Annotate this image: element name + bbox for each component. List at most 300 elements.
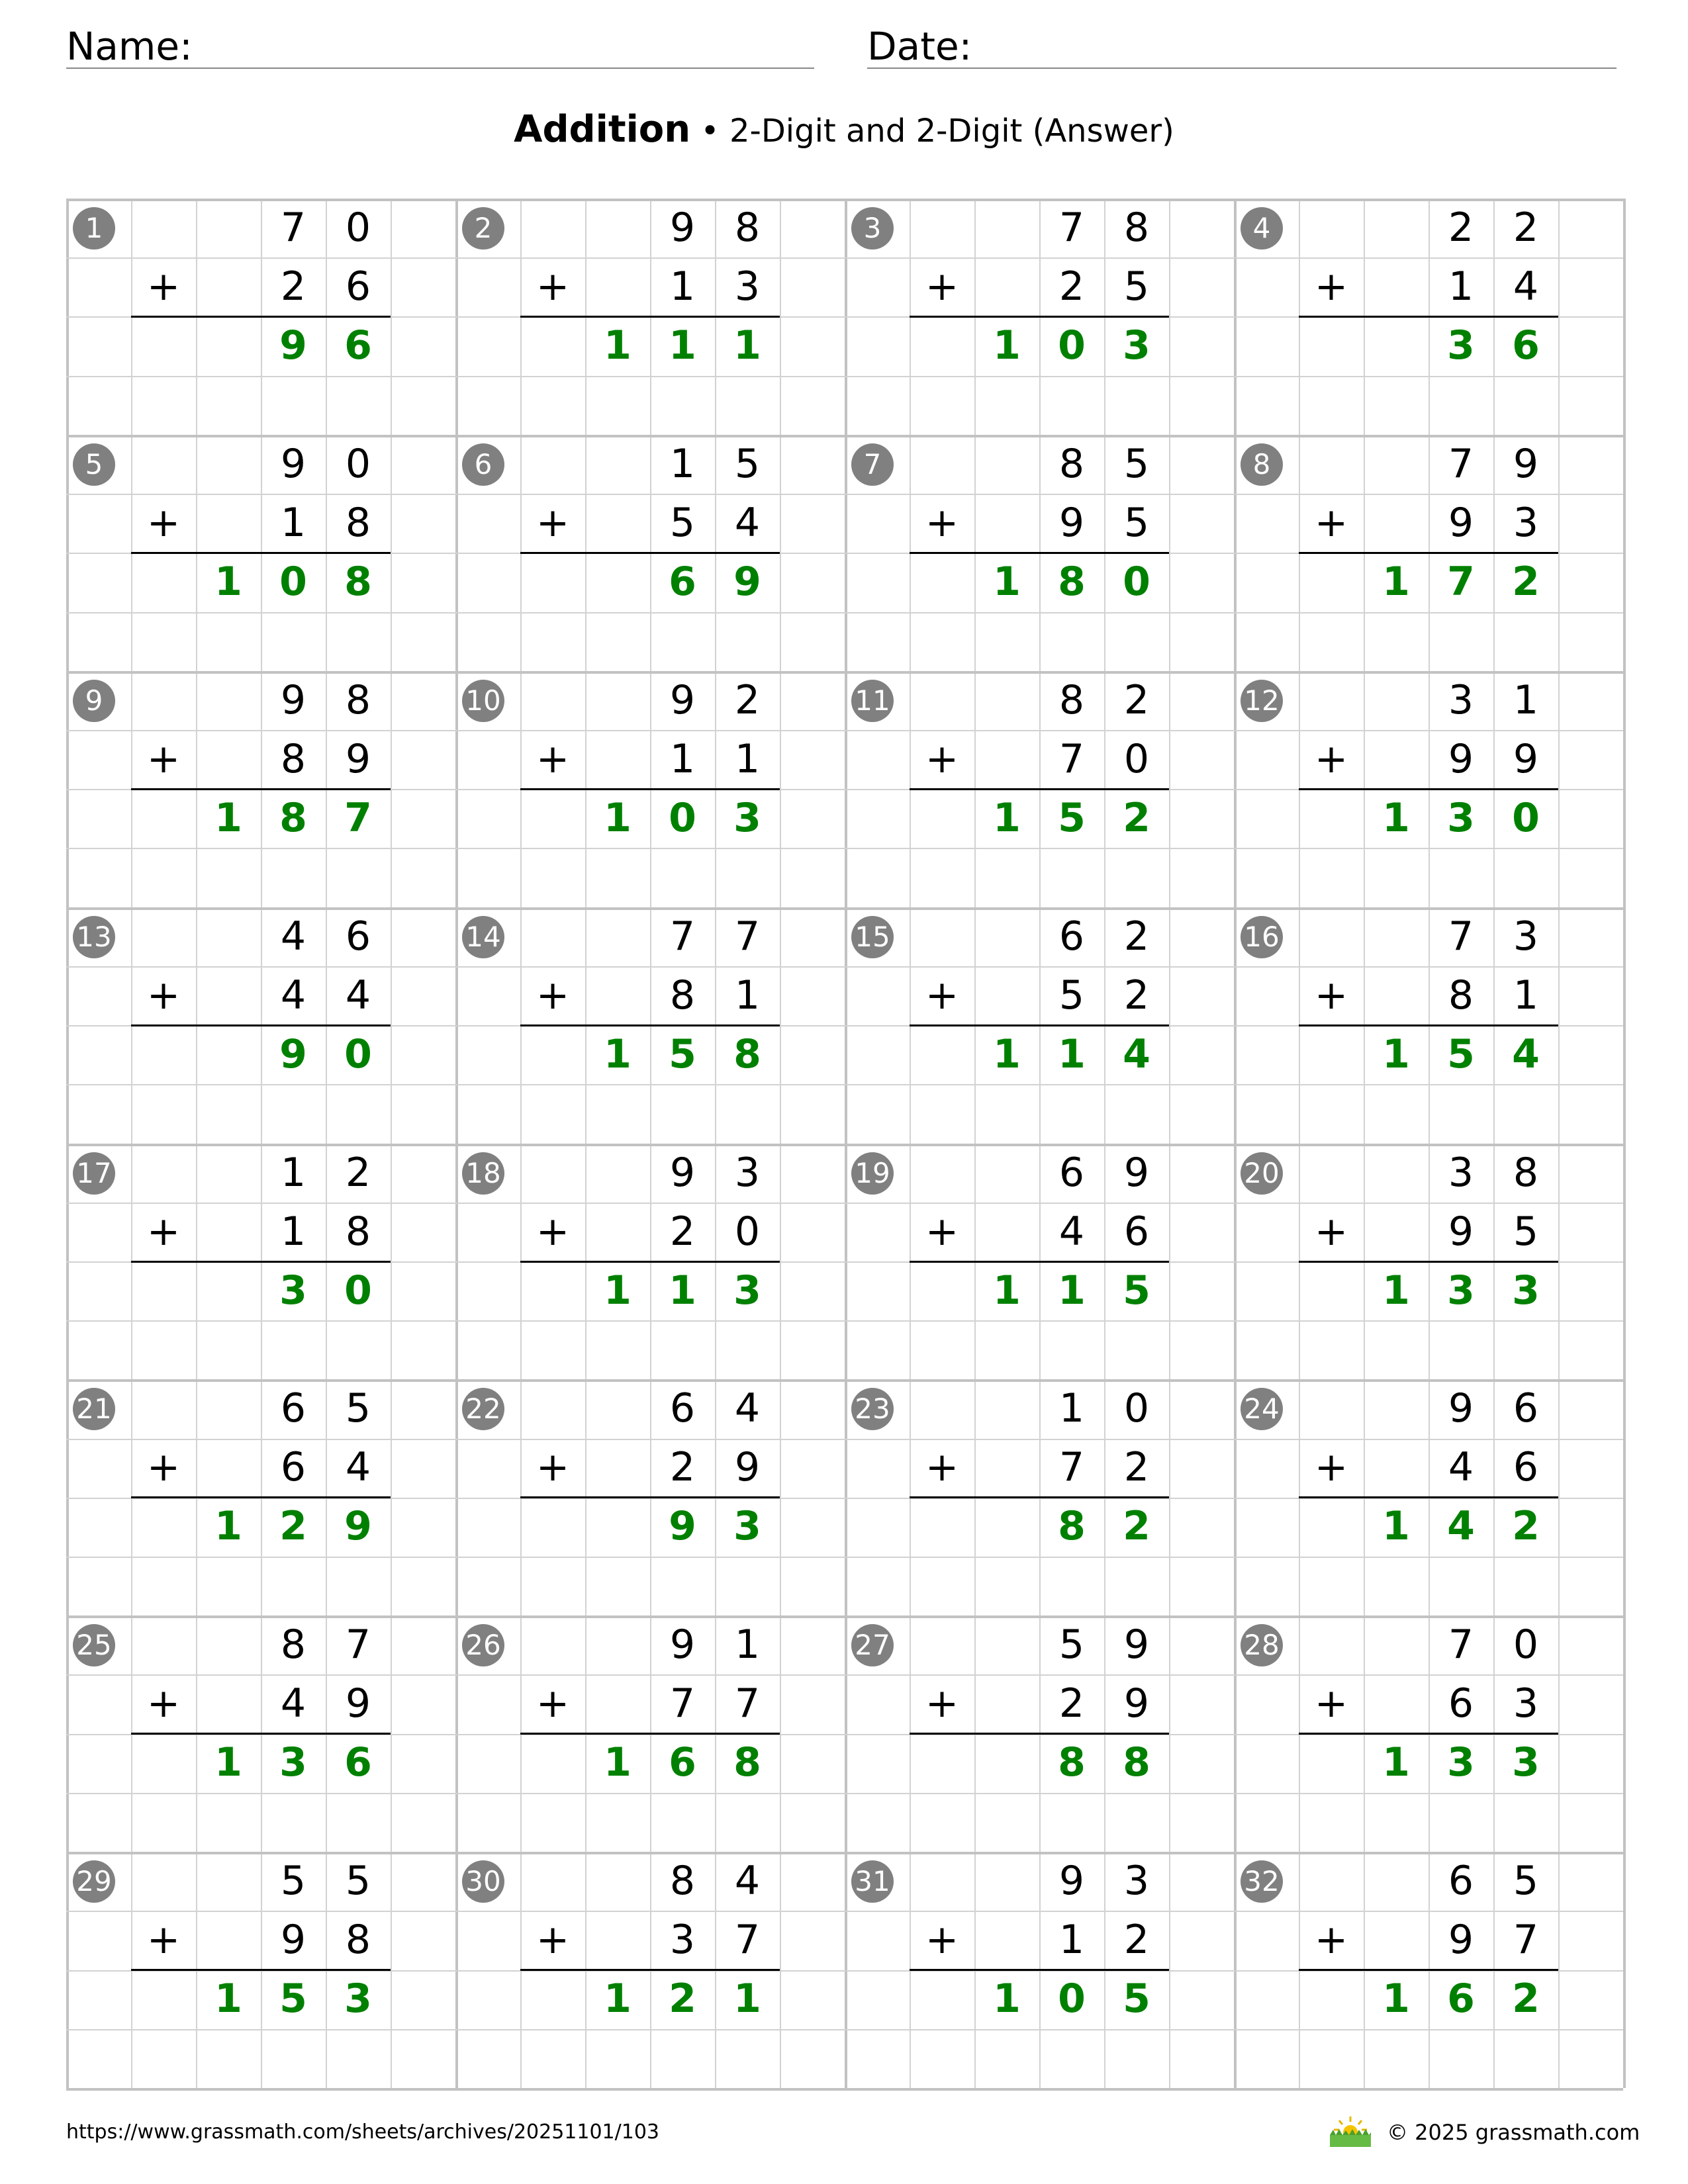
addend-top-digit: 9 bbox=[1058, 1858, 1085, 1904]
plus-sign: + bbox=[536, 263, 570, 310]
addend-top-digit: 9 bbox=[669, 677, 696, 723]
answer-digit: 2 bbox=[1123, 795, 1150, 841]
problem-23 bbox=[845, 1379, 1234, 1615]
addend-top-digit: 8 bbox=[1058, 441, 1085, 487]
plus-sign: + bbox=[536, 972, 570, 1019]
answer-digit: 1 bbox=[604, 1267, 632, 1314]
addend-top-digit: 2 bbox=[1123, 913, 1150, 960]
problem-number-badge: 31 bbox=[851, 1860, 894, 1903]
grid-line-horizontal bbox=[66, 2088, 1623, 2091]
addend-bottom-digit: 1 bbox=[669, 736, 696, 782]
addend-top-digit: 3 bbox=[1448, 1150, 1474, 1196]
problem-9 bbox=[66, 671, 455, 907]
problem-number-badge: 30 bbox=[462, 1860, 504, 1903]
answer-digit: 1 bbox=[604, 1976, 632, 2022]
addend-top-digit: 2 bbox=[345, 1150, 371, 1196]
plus-sign: + bbox=[925, 1444, 959, 1490]
answer-digit: 4 bbox=[1447, 1503, 1475, 1549]
problem-29 bbox=[66, 1852, 455, 2087]
addend-bottom-digit: 1 bbox=[280, 500, 306, 546]
answer-digit: 1 bbox=[214, 1739, 242, 1786]
addend-bottom-digit: 9 bbox=[1513, 736, 1539, 782]
problem-number-badge: 14 bbox=[462, 916, 504, 958]
addend-bottom-digit: 0 bbox=[734, 1208, 761, 1255]
problem-15 bbox=[845, 907, 1234, 1143]
answer-digit: 1 bbox=[669, 1267, 696, 1314]
addend-top-digit: 8 bbox=[669, 1858, 696, 1904]
addend-top-digit: 4 bbox=[280, 913, 306, 960]
answer-digit: 2 bbox=[1512, 1503, 1540, 1549]
answer-digit: 1 bbox=[1382, 1739, 1410, 1786]
addend-bottom-digit: 5 bbox=[1513, 1208, 1539, 1255]
addend-top-digit: 1 bbox=[669, 441, 696, 487]
problem-number-badge: 15 bbox=[851, 916, 894, 958]
answer-digit: 5 bbox=[1447, 1031, 1475, 1077]
answer-digit: 1 bbox=[604, 322, 632, 369]
addend-bottom-digit: 5 bbox=[1123, 500, 1150, 546]
problem-12 bbox=[1234, 671, 1623, 907]
addend-top-digit: 7 bbox=[280, 205, 306, 251]
addend-top-digit: 9 bbox=[1513, 441, 1539, 487]
answer-digit: 2 bbox=[279, 1503, 307, 1549]
answer-digit: 1 bbox=[604, 1031, 632, 1077]
answer-digit: 5 bbox=[1123, 1267, 1150, 1314]
addend-top-digit: 1 bbox=[734, 1621, 761, 1668]
answer-digit: 0 bbox=[669, 795, 696, 841]
title-main: Addition bbox=[514, 108, 691, 151]
answer-digit: 2 bbox=[1123, 1503, 1150, 1549]
addend-bottom-digit: 7 bbox=[1513, 1917, 1539, 1963]
answer-digit: 1 bbox=[733, 1976, 761, 2022]
problem-28 bbox=[1234, 1615, 1623, 1851]
problem-11 bbox=[845, 671, 1234, 907]
problem-2 bbox=[455, 199, 845, 434]
problem-number-badge: 27 bbox=[851, 1624, 894, 1666]
answer-digit: 1 bbox=[993, 795, 1021, 841]
addend-bottom-digit: 4 bbox=[734, 500, 761, 546]
addend-bottom-digit: 2 bbox=[1058, 263, 1085, 310]
answer-digit: 3 bbox=[1447, 795, 1475, 841]
addend-top-digit: 8 bbox=[1058, 677, 1085, 723]
addend-bottom-digit: 8 bbox=[280, 736, 306, 782]
plus-sign: + bbox=[1314, 1917, 1348, 1963]
answer-digit: 3 bbox=[279, 1739, 307, 1786]
plus-sign: + bbox=[1314, 972, 1348, 1019]
plus-sign: + bbox=[1314, 736, 1348, 782]
answer-digit: 8 bbox=[1058, 559, 1086, 605]
problem-21 bbox=[66, 1379, 455, 1615]
problem-5 bbox=[66, 435, 455, 670]
problem-number-badge: 28 bbox=[1241, 1624, 1283, 1666]
plus-sign: + bbox=[146, 1208, 181, 1255]
answer-digit: 3 bbox=[733, 795, 761, 841]
problem-number-badge: 21 bbox=[73, 1388, 115, 1430]
footer-url: https://www.grassmath.com/sheets/archives/20251101/103 bbox=[66, 2120, 660, 2144]
problem-number-badge: 6 bbox=[462, 443, 504, 486]
addend-top-digit: 7 bbox=[734, 913, 761, 960]
answer-digit: 1 bbox=[604, 795, 632, 841]
addend-bottom-digit: 6 bbox=[1448, 1680, 1474, 1727]
answer-digit: 3 bbox=[1123, 322, 1150, 369]
addend-top-digit: 7 bbox=[669, 913, 696, 960]
answer-digit: 0 bbox=[1512, 795, 1540, 841]
problem-13 bbox=[66, 907, 455, 1143]
problem-1 bbox=[66, 199, 455, 434]
problem-number-badge: 9 bbox=[73, 680, 115, 722]
addend-bottom-digit: 9 bbox=[1123, 1680, 1150, 1727]
problem-number-badge: 26 bbox=[462, 1624, 504, 1666]
answer-digit: 0 bbox=[1058, 322, 1086, 369]
problem-number-badge: 12 bbox=[1241, 680, 1283, 722]
answer-digit: 8 bbox=[733, 1031, 761, 1077]
addend-top-digit: 9 bbox=[1123, 1621, 1150, 1668]
addend-bottom-digit: 8 bbox=[345, 500, 371, 546]
plus-sign: + bbox=[146, 736, 181, 782]
addend-top-digit: 5 bbox=[1513, 1858, 1539, 1904]
addend-top-digit: 2 bbox=[1448, 205, 1474, 251]
footer-copyright: © 2025 grassmath.com bbox=[1387, 2120, 1640, 2145]
addend-bottom-digit: 8 bbox=[345, 1208, 371, 1255]
addend-top-digit: 1 bbox=[280, 1150, 306, 1196]
addend-bottom-digit: 9 bbox=[280, 1917, 306, 1963]
answer-digit: 1 bbox=[993, 1267, 1021, 1314]
answer-digit: 5 bbox=[1123, 1976, 1150, 2022]
addend-top-digit: 9 bbox=[669, 205, 696, 251]
answer-digit: 9 bbox=[279, 1031, 307, 1077]
answer-digit: 1 bbox=[1382, 1267, 1410, 1314]
addend-bottom-digit: 7 bbox=[1058, 1444, 1085, 1490]
grid-line-vertical bbox=[1623, 199, 1626, 2088]
title-sub: • 2-Digit and 2-Digit (Answer) bbox=[690, 113, 1174, 150]
addend-top-digit: 6 bbox=[1058, 1150, 1085, 1196]
addend-top-digit: 7 bbox=[345, 1621, 371, 1668]
addend-top-digit: 8 bbox=[734, 205, 761, 251]
addend-bottom-digit: 3 bbox=[1513, 500, 1539, 546]
answer-digit: 3 bbox=[1447, 322, 1475, 369]
addend-top-digit: 4 bbox=[734, 1858, 761, 1904]
addend-bottom-digit: 4 bbox=[345, 1444, 371, 1490]
addend-bottom-digit: 6 bbox=[345, 263, 371, 310]
addend-top-digit: 6 bbox=[1058, 913, 1085, 960]
addend-top-digit: 8 bbox=[1123, 205, 1150, 251]
addend-top-digit: 3 bbox=[1513, 913, 1539, 960]
addend-bottom-digit: 3 bbox=[1513, 1680, 1539, 1727]
answer-digit: 4 bbox=[1123, 1031, 1150, 1077]
plus-sign: + bbox=[1314, 263, 1348, 310]
addend-bottom-digit: 9 bbox=[1448, 1917, 1474, 1963]
addend-bottom-digit: 9 bbox=[1448, 500, 1474, 546]
problem-number-badge: 5 bbox=[73, 443, 115, 486]
addend-bottom-digit: 7 bbox=[1058, 736, 1085, 782]
addend-bottom-digit: 8 bbox=[669, 972, 696, 1019]
addend-top-digit: 9 bbox=[669, 1150, 696, 1196]
problem-number-badge: 25 bbox=[73, 1624, 115, 1666]
addend-top-digit: 6 bbox=[669, 1385, 696, 1432]
answer-digit: 9 bbox=[344, 1503, 372, 1549]
worksheet-title bbox=[0, 105, 1688, 156]
answer-digit: 9 bbox=[279, 322, 307, 369]
answer-digit: 8 bbox=[733, 1739, 761, 1786]
plus-sign: + bbox=[1314, 500, 1348, 546]
problem-27 bbox=[845, 1615, 1234, 1851]
problem-17 bbox=[66, 1144, 455, 1379]
problem-10 bbox=[455, 671, 845, 907]
date-label: Date: bbox=[867, 24, 972, 69]
plus-sign: + bbox=[1314, 1444, 1348, 1490]
grass-sun-logo-icon bbox=[1327, 2115, 1374, 2148]
addend-bottom-digit: 1 bbox=[669, 263, 696, 310]
answer-digit: 1 bbox=[1058, 1267, 1086, 1314]
problem-19 bbox=[845, 1144, 1234, 1379]
problem-number-badge: 4 bbox=[1241, 207, 1283, 250]
problem-20 bbox=[1234, 1144, 1623, 1379]
answer-digit: 2 bbox=[1512, 1976, 1540, 2022]
addend-bottom-digit: 2 bbox=[280, 263, 306, 310]
answer-digit: 1 bbox=[733, 322, 761, 369]
answer-digit: 0 bbox=[279, 559, 307, 605]
addend-bottom-digit: 4 bbox=[1513, 263, 1539, 310]
answer-digit: 1 bbox=[604, 1739, 632, 1786]
plus-sign: + bbox=[146, 263, 181, 310]
addend-top-digit: 8 bbox=[345, 677, 371, 723]
addend-bottom-digit: 0 bbox=[1123, 736, 1150, 782]
addend-top-digit: 0 bbox=[345, 205, 371, 251]
addend-top-digit: 9 bbox=[280, 441, 306, 487]
addend-top-digit: 3 bbox=[1123, 1858, 1150, 1904]
plus-sign: + bbox=[925, 736, 959, 782]
problem-26 bbox=[455, 1615, 845, 1851]
answer-digit: 1 bbox=[993, 559, 1021, 605]
addend-bottom-digit: 3 bbox=[734, 263, 761, 310]
problem-number-badge: 13 bbox=[73, 916, 115, 958]
answer-digit: 3 bbox=[733, 1267, 761, 1314]
answer-digit: 1 bbox=[993, 1976, 1021, 2022]
addend-bottom-digit: 2 bbox=[1058, 1680, 1085, 1727]
answer-digit: 0 bbox=[344, 1267, 372, 1314]
problem-number-badge: 11 bbox=[851, 680, 894, 722]
answer-digit: 5 bbox=[279, 1976, 307, 2022]
addend-top-digit: 6 bbox=[345, 913, 371, 960]
problem-3 bbox=[845, 199, 1234, 434]
answer-digit: 6 bbox=[1447, 1976, 1475, 2022]
addend-bottom-digit: 9 bbox=[345, 736, 371, 782]
problem-grid bbox=[66, 199, 1623, 2088]
addend-top-digit: 5 bbox=[345, 1385, 371, 1432]
addend-top-digit: 8 bbox=[280, 1621, 306, 1668]
answer-digit: 1 bbox=[1382, 795, 1410, 841]
addend-bottom-digit: 5 bbox=[1058, 972, 1085, 1019]
answer-digit: 1 bbox=[214, 1976, 242, 2022]
plus-sign: + bbox=[925, 1917, 959, 1963]
problem-number-badge: 8 bbox=[1241, 443, 1283, 486]
problem-4 bbox=[1234, 199, 1623, 434]
problem-number-badge: 10 bbox=[462, 680, 504, 722]
answer-digit: 8 bbox=[344, 559, 372, 605]
addend-bottom-digit: 3 bbox=[669, 1917, 696, 1963]
answer-digit: 6 bbox=[669, 559, 696, 605]
problem-number-badge: 19 bbox=[851, 1152, 894, 1195]
answer-digit: 2 bbox=[669, 1976, 696, 2022]
addend-bottom-digit: 9 bbox=[1448, 1208, 1474, 1255]
problem-number-badge: 23 bbox=[851, 1388, 894, 1430]
answer-digit: 1 bbox=[993, 1031, 1021, 1077]
answer-digit: 1 bbox=[1382, 1503, 1410, 1549]
addend-bottom-digit: 1 bbox=[1513, 972, 1539, 1019]
addend-bottom-digit: 8 bbox=[345, 1917, 371, 1963]
addend-bottom-digit: 9 bbox=[734, 1444, 761, 1490]
addend-top-digit: 9 bbox=[669, 1621, 696, 1668]
addend-bottom-digit: 2 bbox=[669, 1208, 696, 1255]
addend-top-digit: 3 bbox=[734, 1150, 761, 1196]
problem-number-badge: 7 bbox=[851, 443, 894, 486]
answer-digit: 3 bbox=[1512, 1739, 1540, 1786]
answer-digit: 8 bbox=[1058, 1739, 1086, 1786]
addend-bottom-digit: 2 bbox=[1123, 1917, 1150, 1963]
answer-digit: 1 bbox=[214, 1503, 242, 1549]
addend-bottom-digit: 4 bbox=[1058, 1208, 1085, 1255]
answer-digit: 3 bbox=[279, 1267, 307, 1314]
addend-top-digit: 9 bbox=[280, 677, 306, 723]
addend-top-digit: 2 bbox=[1123, 677, 1150, 723]
addend-top-digit: 0 bbox=[345, 441, 371, 487]
answer-digit: 5 bbox=[669, 1031, 696, 1077]
addend-bottom-digit: 1 bbox=[734, 736, 761, 782]
plus-sign: + bbox=[536, 1208, 570, 1255]
addend-bottom-digit: 9 bbox=[345, 1680, 371, 1727]
addend-top-digit: 6 bbox=[280, 1385, 306, 1432]
addend-top-digit: 9 bbox=[1123, 1150, 1150, 1196]
problem-16 bbox=[1234, 907, 1623, 1143]
answer-digit: 9 bbox=[669, 1503, 696, 1549]
answer-digit: 6 bbox=[669, 1739, 696, 1786]
addend-bottom-digit: 4 bbox=[280, 972, 306, 1019]
answer-digit: 8 bbox=[1058, 1503, 1086, 1549]
addend-top-digit: 1 bbox=[1513, 677, 1539, 723]
answer-digit: 6 bbox=[1512, 322, 1540, 369]
name-label: Name: bbox=[66, 24, 193, 69]
addend-top-digit: 5 bbox=[280, 1858, 306, 1904]
plus-sign: + bbox=[146, 1680, 181, 1727]
addend-top-digit: 6 bbox=[1448, 1858, 1474, 1904]
plus-sign: + bbox=[146, 1917, 181, 1963]
answer-digit: 1 bbox=[1058, 1031, 1086, 1077]
problem-number-badge: 24 bbox=[1241, 1388, 1283, 1430]
addend-top-digit: 3 bbox=[1448, 677, 1474, 723]
addend-bottom-digit: 6 bbox=[1123, 1208, 1150, 1255]
answer-digit: 9 bbox=[733, 559, 761, 605]
addend-top-digit: 1 bbox=[1058, 1385, 1085, 1432]
problem-number-badge: 32 bbox=[1241, 1860, 1283, 1903]
date-line[interactable] bbox=[867, 68, 1617, 69]
addend-top-digit: 7 bbox=[1448, 1621, 1474, 1668]
addend-bottom-digit: 9 bbox=[1058, 500, 1085, 546]
answer-digit: 1 bbox=[993, 322, 1021, 369]
answer-digit: 1 bbox=[1382, 1976, 1410, 2022]
problem-30 bbox=[455, 1852, 845, 2087]
problem-18 bbox=[455, 1144, 845, 1379]
problem-number-badge: 18 bbox=[462, 1152, 504, 1195]
plus-sign: + bbox=[925, 500, 959, 546]
addend-bottom-digit: 2 bbox=[669, 1444, 696, 1490]
problem-6 bbox=[455, 435, 845, 670]
problem-number-badge: 16 bbox=[1241, 916, 1283, 958]
answer-digit: 0 bbox=[1123, 559, 1150, 605]
answer-digit: 3 bbox=[344, 1976, 372, 2022]
problem-25 bbox=[66, 1615, 455, 1851]
problem-number-badge: 1 bbox=[73, 207, 115, 250]
plus-sign: + bbox=[536, 1680, 570, 1727]
problem-number-badge: 29 bbox=[73, 1860, 115, 1903]
problem-number-badge: 20 bbox=[1241, 1152, 1283, 1195]
answer-digit: 7 bbox=[1447, 559, 1475, 605]
problem-24 bbox=[1234, 1379, 1623, 1615]
addend-top-digit: 7 bbox=[1448, 441, 1474, 487]
addend-bottom-digit: 2 bbox=[1123, 1444, 1150, 1490]
problem-8 bbox=[1234, 435, 1623, 670]
answer-digit: 0 bbox=[1058, 1976, 1086, 2022]
answer-digit: 8 bbox=[1123, 1739, 1150, 1786]
answer-digit: 6 bbox=[344, 1739, 372, 1786]
addend-bottom-digit: 5 bbox=[1123, 263, 1150, 310]
plus-sign: + bbox=[536, 1917, 570, 1963]
addend-bottom-digit: 7 bbox=[669, 1680, 696, 1727]
addend-top-digit: 0 bbox=[1123, 1385, 1150, 1432]
answer-digit: 8 bbox=[279, 795, 307, 841]
addend-top-digit: 0 bbox=[1513, 1621, 1539, 1668]
answer-digit: 7 bbox=[344, 795, 372, 841]
addend-top-digit: 6 bbox=[1513, 1385, 1539, 1432]
addend-bottom-digit: 1 bbox=[1448, 263, 1474, 310]
answer-digit: 3 bbox=[733, 1503, 761, 1549]
addend-top-digit: 2 bbox=[734, 677, 761, 723]
answer-digit: 6 bbox=[344, 322, 372, 369]
answer-digit: 3 bbox=[1447, 1267, 1475, 1314]
addend-top-digit: 5 bbox=[734, 441, 761, 487]
addend-bottom-digit: 7 bbox=[734, 1917, 761, 1963]
addend-bottom-digit: 5 bbox=[669, 500, 696, 546]
addend-bottom-digit: 6 bbox=[280, 1444, 306, 1490]
plus-sign: + bbox=[925, 972, 959, 1019]
answer-digit: 5 bbox=[1058, 795, 1086, 841]
problem-7 bbox=[845, 435, 1234, 670]
plus-sign: + bbox=[925, 263, 959, 310]
plus-sign: + bbox=[536, 500, 570, 546]
addend-top-digit: 9 bbox=[1448, 1385, 1474, 1432]
plus-sign: + bbox=[925, 1208, 959, 1255]
plus-sign: + bbox=[925, 1680, 959, 1727]
addend-top-digit: 5 bbox=[345, 1858, 371, 1904]
problem-number-badge: 3 bbox=[851, 207, 894, 250]
addend-bottom-digit: 1 bbox=[280, 1208, 306, 1255]
problem-32 bbox=[1234, 1852, 1623, 2087]
problem-number-badge: 2 bbox=[462, 207, 504, 250]
addend-top-digit: 4 bbox=[734, 1385, 761, 1432]
problem-22 bbox=[455, 1379, 845, 1615]
addend-top-digit: 2 bbox=[1513, 205, 1539, 251]
answer-digit: 1 bbox=[214, 795, 242, 841]
answer-digit: 2 bbox=[1512, 559, 1540, 605]
addend-bottom-digit: 4 bbox=[1448, 1444, 1474, 1490]
name-line[interactable] bbox=[66, 68, 814, 69]
addend-bottom-digit: 7 bbox=[734, 1680, 761, 1727]
addend-bottom-digit: 6 bbox=[1513, 1444, 1539, 1490]
plus-sign: + bbox=[146, 972, 181, 1019]
addend-bottom-digit: 1 bbox=[1058, 1917, 1085, 1963]
addend-bottom-digit: 2 bbox=[1123, 972, 1150, 1019]
addend-bottom-digit: 8 bbox=[1448, 972, 1474, 1019]
problem-number-badge: 17 bbox=[73, 1152, 115, 1195]
addend-bottom-digit: 4 bbox=[280, 1680, 306, 1727]
